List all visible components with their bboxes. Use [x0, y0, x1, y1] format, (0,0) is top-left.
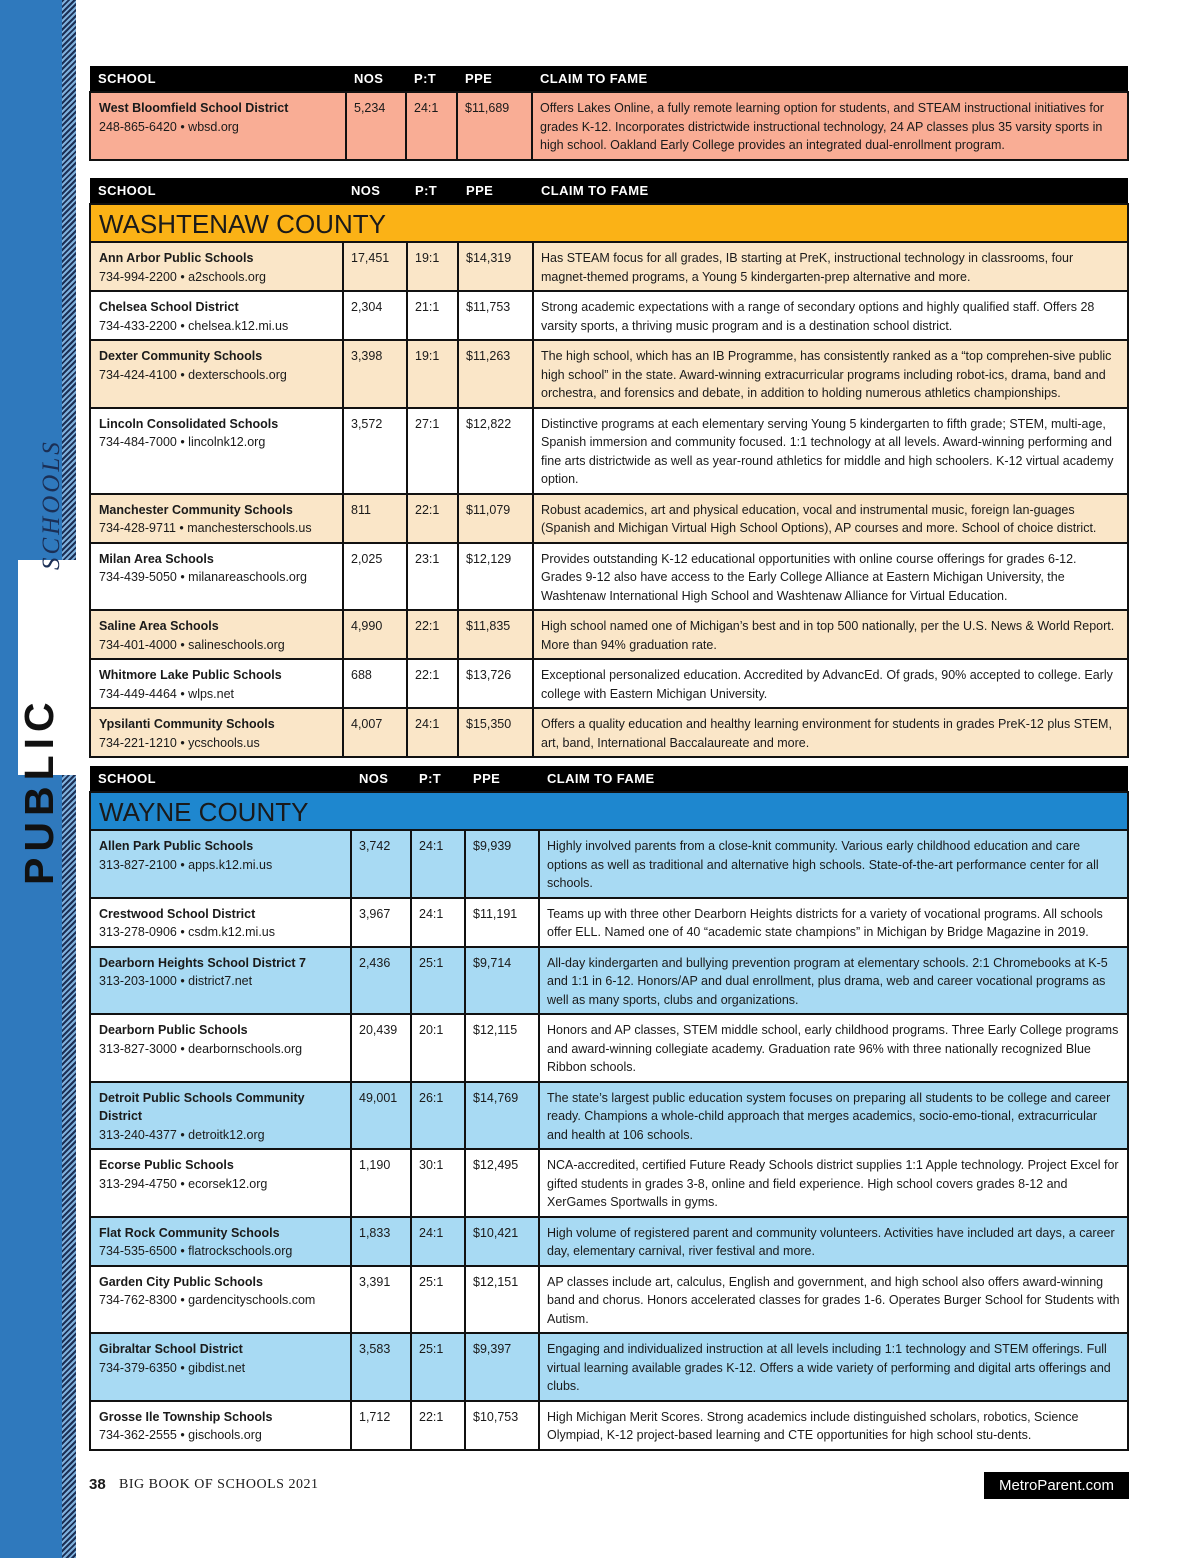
ppe-cell: $12,151	[465, 1266, 539, 1334]
col-ppe-header: PPE	[457, 66, 532, 92]
school-contact: 734-433-2200 • chelsea.k12.mi.us	[99, 318, 289, 333]
table-row	[90, 494, 1128, 543]
pt-cell: 19:1	[407, 242, 458, 291]
table-row	[90, 340, 1128, 408]
ppe-cell: $14,319	[458, 242, 533, 291]
claim-cell: Robust academics, art and physical education, vocal and instrumental music, foreign lan-guages (Spanish and Michigan Virtual High School Options), AP courses and more. School of choice district.	[533, 494, 1128, 543]
col-claim-header: CLAIM TO FAME	[532, 66, 1128, 92]
nos-cell: 4,007	[343, 708, 407, 757]
col-nos-header: NOS	[343, 178, 407, 204]
nos-cell: 5,234	[346, 92, 406, 160]
col-pt-header: P:T	[411, 766, 465, 792]
header-row	[90, 66, 1128, 92]
school-name: Dearborn Heights School District 7	[99, 955, 306, 970]
school-cell	[90, 242, 343, 291]
col-nos-header: NOS	[346, 66, 406, 92]
col-school-header: SCHOOL	[90, 66, 346, 92]
claim-cell: The high school, which has an IB Programme, has consistently ranked as a “top comprehen-sive public high school” in the state. Award-winning extracurricular programs including robot-ics, drama, band and orchestra, and forensics and debate, in addition to holding numerous athletics championships.	[533, 340, 1128, 408]
county-heading-washtenaw: WASHTENAW COUNTY	[90, 204, 1128, 242]
claim-cell: Strong academic expectations with a range of secondary options and highly qualified staff. Offers 28 varsity sports, a thriving music program and is a destination school district.	[533, 291, 1128, 340]
school-cell	[90, 340, 343, 408]
col-school-header: SCHOOL	[90, 766, 351, 792]
nos-cell: 2,436	[351, 947, 411, 1015]
school-name: Dearborn Public Schools	[99, 1023, 248, 1037]
col-claim-header: CLAIM TO FAME	[533, 178, 1128, 204]
table-row	[90, 1333, 1128, 1401]
ppe-cell: $11,263	[458, 340, 533, 408]
pt-cell: 24:1	[411, 830, 465, 898]
col-nos-header: NOS	[351, 766, 411, 792]
table-row	[90, 242, 1128, 291]
county-heading-row	[90, 204, 1128, 242]
school-contact: 313-827-2100 • apps.k12.mi.us	[99, 857, 273, 872]
ppe-cell: $14,769	[465, 1082, 539, 1150]
nos-cell: 1,190	[351, 1149, 411, 1217]
nos-cell: 3,742	[351, 830, 411, 898]
school-name: Crestwood School District	[99, 906, 256, 921]
school-contact: 313-827-3000 • dearbornschools.org	[99, 1041, 303, 1056]
header-row	[90, 766, 1128, 792]
school-cell	[90, 494, 343, 543]
claim-cell: Teams up with three other Dearborn Heights districts for a variety of vocational programs. All schools offer ELL. Named one of 40 “academic state champions” in Michigan by Bridge Magazine in 2019.	[539, 898, 1128, 947]
school-cell	[90, 1149, 351, 1217]
claim-cell: Highly involved parents from a close-knit community. Various early childhood education and care options as well as traditional and alternative high schools. State-of-the-art performance center for all schools.	[539, 830, 1128, 898]
col-school-header: SCHOOL	[90, 178, 343, 204]
table-row	[90, 408, 1128, 494]
pt-cell: 30:1	[411, 1149, 465, 1217]
ppe-cell: $12,822	[458, 408, 533, 494]
school-name: Ecorse Public Schools	[99, 1158, 234, 1172]
wayne-table-body	[90, 792, 1128, 1450]
school-cell	[90, 1014, 351, 1082]
nos-cell: 1,833	[351, 1217, 411, 1266]
sidebar-public-label: PUBLIC	[16, 696, 62, 885]
col-pt-header: P:T	[406, 66, 457, 92]
table-row	[90, 1149, 1128, 1217]
washtenaw-table-block	[89, 178, 1129, 758]
claim-cell: Offers a quality education and healthy learning environment for students in grades PreK-12 plus STEM, art, band, International Baccalaureate and more.	[533, 708, 1128, 757]
pt-cell: 25:1	[411, 947, 465, 1015]
table-row	[90, 708, 1128, 757]
publication-title: BIG BOOK OF SCHOOLS 2021	[119, 1477, 319, 1492]
pt-cell: 26:1	[411, 1082, 465, 1150]
school-cell	[90, 408, 343, 494]
col-claim-header: CLAIM TO FAME	[539, 766, 1128, 792]
wayne-table	[89, 766, 1129, 1451]
claim-cell: Engaging and individualized instruction at all levels including 1:1 technology and STEM offerings. Full virtual learning available grades K-12. Offers a wide variety of performing and digital arts offerings and clubs.	[539, 1333, 1128, 1401]
table-row	[90, 1014, 1128, 1082]
col-pt-header: P:T	[407, 178, 458, 204]
school-name: Saline Area Schools	[99, 619, 219, 633]
school-contact: 313-294-4750 • ecorsek12.org	[99, 1176, 268, 1191]
school-cell	[90, 1333, 351, 1401]
pt-cell: 19:1	[407, 340, 458, 408]
ppe-cell: $11,689	[457, 92, 532, 160]
school-cell	[90, 1217, 351, 1266]
pt-cell: 22:1	[407, 494, 458, 543]
school-contact: 734-449-4464 • wlps.net	[99, 686, 235, 701]
school-name: Whitmore Lake Public Schools	[99, 668, 282, 682]
header-row	[90, 178, 1128, 204]
school-name: Milan Area Schools	[99, 551, 214, 566]
school-name: Detroit Public Schools Community District	[99, 1090, 305, 1123]
school-contact: 734-221-1210 • ycschools.us	[99, 735, 260, 750]
claim-cell: The state’s largest public education system focuses on preparing all students to be college and career ready. Champions a whole-child approach that merges academics, socio-emo-tional, extracurricular and health at 106 schools.	[539, 1082, 1128, 1150]
school-name: Ann Arbor Public Schools	[99, 251, 254, 265]
claim-cell: High school named one of Michigan’s best and in top 500 nationally, per the U.S. News & World Report. More than 94% graduation rate.	[533, 610, 1128, 659]
pt-cell: 21:1	[407, 291, 458, 340]
nos-cell: 811	[343, 494, 407, 543]
school-name: Flat Rock Community Schools	[99, 1225, 280, 1240]
nos-cell: 3,398	[343, 340, 407, 408]
claim-cell: Exceptional personalized education. Accredited by AdvancEd. Of grads, 90% accepted to college. Early college with Eastern Michigan University.	[533, 659, 1128, 708]
school-name: Ypsilanti Community Schools	[99, 717, 275, 731]
claim-cell: Provides outstanding K-12 educational opportunities with online course offerings for grades 6-12. Grades 9-12 also have access to the Early College Alliance at Eastern Michigan University, the Washtenaw International High School and Washtenaw Alliance for Virtual Education.	[533, 543, 1128, 611]
school-name: Gibraltar School District	[99, 1342, 243, 1356]
table-row	[90, 898, 1128, 947]
school-name: Garden City Public Schools	[99, 1274, 263, 1289]
school-cell	[90, 898, 351, 947]
claim-cell: All-day kindergarten and bullying prevention program at elementary schools. 2:1 Chromebooks at K-5 and 1:1 in 6-12. Honors/AP and dual enrollment, plus drama, web and career vocational programs as well as many sports, clubs and organizations.	[539, 947, 1128, 1015]
table-row	[90, 1401, 1128, 1450]
sidebar	[0, 0, 76, 1558]
ppe-cell: $9,397	[465, 1333, 539, 1401]
nos-cell: 49,001	[351, 1082, 411, 1150]
school-name: Allen Park Public Schools	[99, 839, 254, 853]
school-cell	[90, 947, 351, 1015]
table-row	[90, 543, 1128, 611]
nos-cell: 688	[343, 659, 407, 708]
nos-cell: 3,583	[351, 1333, 411, 1401]
ppe-cell: $12,115	[465, 1014, 539, 1082]
school-contact: 734-439-5050 • milanareaschools.org	[99, 570, 307, 584]
nos-cell: 3,967	[351, 898, 411, 947]
ppe-cell: $11,191	[465, 898, 539, 947]
table-row	[90, 610, 1128, 659]
nos-cell: 17,451	[343, 242, 407, 291]
ppe-cell: $12,495	[465, 1149, 539, 1217]
washtenaw-table	[89, 178, 1129, 758]
pt-cell: 27:1	[407, 408, 458, 494]
table-row	[90, 947, 1128, 1015]
school-contact: 313-240-4377 • detroitk12.org	[99, 1127, 265, 1142]
pt-cell: 20:1	[411, 1014, 465, 1082]
page-number: 38	[89, 1476, 106, 1493]
table-row	[90, 659, 1128, 708]
claim-cell: Offers Lakes Online, a fully remote learning option for students, and STEAM instructional initiatives for grades K-12. Incorporates districtwide instructional technology, 24 AP classes plus 35 varsity sports in high school. Oakland Early College provides an integrated dual-enrollment program.	[532, 92, 1128, 160]
school-name: Dexter Community Schools	[99, 349, 263, 363]
school-contact: 734-424-4100 • dexterschools.org	[99, 367, 287, 382]
school-contact: 734-379-6350 • gibdist.net	[99, 1360, 246, 1375]
school-contact: 734-484-7000 • lincolnk12.org	[99, 435, 266, 449]
school-cell	[90, 708, 343, 757]
table-row	[90, 830, 1128, 898]
school-name: Manchester Community Schools	[99, 502, 293, 517]
county-heading-wayne: WAYNE COUNTY	[90, 792, 1128, 830]
claim-cell: NCA-accredited, certified Future Ready Schools district supplies 1:1 Apple technology. Project Excel for gifted students in grades 3-8, online and field experience. High school covers grades 8-12 and XerGames Sportwalls in gyms.	[539, 1149, 1128, 1217]
school-name: Chelsea School District	[99, 300, 239, 314]
school-cell	[90, 92, 346, 160]
sidebar-stripe	[62, 0, 76, 1558]
school-contact: 248-865-6420 • wbsd.org	[99, 119, 239, 134]
ppe-cell: $9,939	[465, 830, 539, 898]
pt-cell: 22:1	[411, 1401, 465, 1450]
school-cell	[90, 543, 343, 611]
nos-cell: 3,391	[351, 1266, 411, 1334]
school-cell	[90, 291, 343, 340]
school-contact: 734-362-2555 • gischools.org	[99, 1428, 262, 1442]
nos-cell: 2,304	[343, 291, 407, 340]
ppe-cell: $12,129	[458, 543, 533, 611]
table-row	[90, 92, 1128, 160]
school-cell	[90, 1266, 351, 1334]
col-ppe-header: PPE	[458, 178, 533, 204]
school-name: Lincoln Consolidated Schools	[99, 416, 279, 431]
school-contact: 734-762-8300 • gardencityschools.com	[99, 1293, 316, 1307]
pt-cell: 25:1	[411, 1333, 465, 1401]
pt-cell: 22:1	[407, 659, 458, 708]
school-contact: 313-203-1000 • district7.net	[99, 974, 253, 988]
school-name: West Bloomfield School District	[99, 101, 289, 115]
wayne-table-block	[89, 766, 1129, 1451]
school-contact: 734-401-4000 • salineschools.org	[99, 637, 285, 652]
ppe-cell: $13,726	[458, 659, 533, 708]
pt-cell: 25:1	[411, 1266, 465, 1334]
table-row	[90, 1217, 1128, 1266]
top-table	[89, 66, 1129, 161]
claim-cell: High Michigan Merit Scores. Strong academics include distinguished scholars, robotics, Science Olympiad, K-12 project-based learning and CTE opportunities for high school stu-dents.	[539, 1401, 1128, 1450]
school-contact: 313-278-0906 • csdm.k12.mi.us	[99, 925, 275, 939]
school-cell	[90, 1082, 351, 1150]
school-contact: 734-535-6500 • flatrockschools.org	[99, 1244, 293, 1258]
school-contact: 734-994-2200 • a2schools.org	[99, 269, 266, 284]
nos-cell: 3,572	[343, 408, 407, 494]
ppe-cell: $11,079	[458, 494, 533, 543]
nos-cell: 20,439	[351, 1014, 411, 1082]
ppe-cell: $9,714	[465, 947, 539, 1015]
claim-cell: Has STEAM focus for all grades, IB starting at PreK, instructional technology in classrooms, four magnet-themed programs, a Young 5 kindergarten-prep alternative and more.	[533, 242, 1128, 291]
site-link[interactable]: MetroParent.com	[984, 1472, 1129, 1499]
top-table-body	[90, 92, 1128, 160]
ppe-cell: $10,421	[465, 1217, 539, 1266]
table-row	[90, 1082, 1128, 1150]
school-cell	[90, 610, 343, 659]
table-row	[90, 1266, 1128, 1334]
claim-cell: AP classes include art, calculus, English and government, and high school also offers award-winning band and chorus. Honors accelerated classes for grades 1-6. Operates Burger School for Students with Autism.	[539, 1266, 1128, 1334]
claim-cell: Distinctive programs at each elementary serving Young 5 kindergarten to fifth grade; STEM, multi-age, Spanish immersion and community focused. 1:1 technology at all levels. Award-winning performing and fine arts districtwide as well as year-round athletics for middle and high schoolers. K-12 virtual academy option.	[533, 408, 1128, 494]
ppe-cell: $11,753	[458, 291, 533, 340]
washtenaw-table-body	[90, 204, 1128, 757]
school-contact: 734-428-9711 • manchesterschools.us	[99, 521, 312, 535]
pt-cell: 24:1	[407, 708, 458, 757]
pt-cell: 24:1	[411, 898, 465, 947]
school-cell	[90, 1401, 351, 1450]
school-cell	[90, 830, 351, 898]
pt-cell: 24:1	[406, 92, 457, 160]
school-name: Grosse Ile Township Schools	[99, 1409, 273, 1424]
claim-cell: High volume of registered parent and community volunteers. Activities have included art days, a career day, elementary carnival, river festival and more.	[539, 1217, 1128, 1266]
school-cell	[90, 659, 343, 708]
table-row	[90, 291, 1128, 340]
county-heading-row	[90, 792, 1128, 830]
ppe-cell: $10,753	[465, 1401, 539, 1450]
sidebar-schools-label: SCHOOLS	[38, 439, 65, 570]
top-table-block	[89, 66, 1129, 161]
nos-cell: 4,990	[343, 610, 407, 659]
claim-cell: Honors and AP classes, STEM middle school, early childhood programs. Three Early College programs and award-winning collegiate academy. Graduation rate 96% with three nationally recognized Blue Ribbon schools.	[539, 1014, 1128, 1082]
nos-cell: 1,712	[351, 1401, 411, 1450]
pt-cell: 22:1	[407, 610, 458, 659]
pt-cell: 24:1	[411, 1217, 465, 1266]
ppe-cell: $11,835	[458, 610, 533, 659]
ppe-cell: $15,350	[458, 708, 533, 757]
col-ppe-header: PPE	[465, 766, 539, 792]
pt-cell: 23:1	[407, 543, 458, 611]
nos-cell: 2,025	[343, 543, 407, 611]
